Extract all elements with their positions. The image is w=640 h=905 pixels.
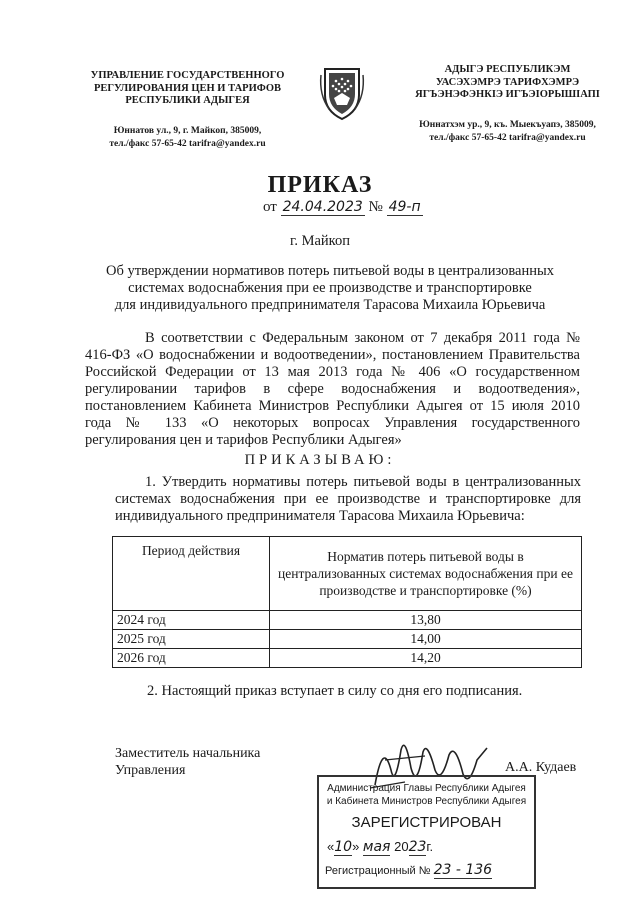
subject-line-2: системах водоснабжения при ее производстве и транспортировке: [128, 280, 532, 296]
stamp-reg-label: Регистрационный №: [325, 865, 431, 877]
cell-value: 14,20: [270, 649, 582, 668]
table-header-row: [113, 537, 582, 611]
table-row: [113, 649, 582, 668]
city: г. Майкоп: [290, 233, 350, 249]
preamble-text: В соответствии с Федеральным законом от 7 декабря 2011 года № 416-ФЗ «О водоснабжении и водоотведении», постановлением Правительства Российской Федерации от 13 мая 2013 года № 406 «О государственном регулировании тарифов в сфере водоснабжения и водоотведения», постановлением Кабинета Министров Республики Адыгея от 15 июля 2010 года № 133 «О некоторых вопросах Управления государственного регулирования цен и тарифов Республики Адыгея»: [85, 330, 580, 448]
address-ru: Юннатов ул., 9, г. Майкоп, 385009,: [113, 125, 262, 136]
header-left: [70, 70, 305, 151]
orders-word: ПРИКАЗЫВАЮ:: [244, 452, 396, 468]
order-number: 49-п: [388, 199, 421, 215]
stamp-year-suffix: 23: [408, 839, 427, 855]
address-ady: Юннатхэм ур., 9, къ. Мыекъуапэ, 385009,: [419, 119, 596, 130]
column-header-norm: Норматив потерь питьевой воды в централизованных системах водоснабжения при ее производстве и транспортировке (%): [270, 537, 582, 611]
org-name-ady-line-3: ЯГЪЭНЭФЭНКIЭ ИГЪЭIОРЫШIАПI: [415, 89, 600, 100]
stamp-year-prefix: 20: [394, 839, 409, 854]
cell-value: 13,80: [270, 611, 582, 630]
cell-period: 2024 год: [113, 611, 270, 630]
stamp-date: «10» мая 2023г.: [327, 839, 434, 855]
stamp-line-2: и Кабинета Министров Республики Адыгея: [326, 796, 527, 807]
item-1: [115, 474, 581, 525]
signer-position: [115, 745, 260, 779]
stamp-reg-number: [325, 862, 534, 879]
signer-position-line-1: Заместитель начальника: [115, 746, 261, 761]
document-title: ПРИКАЗ: [267, 172, 373, 198]
header-right: [395, 64, 620, 145]
org-name-ru-line-3: РЕСПУБЛИКИ АДЫГЕЯ: [125, 95, 250, 106]
stamp-day: 10: [334, 839, 353, 855]
contacts-ady: тел./факс 57-65-42 tarifra@yandex.ru: [429, 132, 586, 143]
stamp-line-1: Администрация Главы Республики Адыгея: [327, 783, 526, 794]
registration-stamp: [317, 775, 536, 889]
order-dateline: [263, 199, 423, 216]
number-label: №: [368, 199, 383, 215]
stamp-month: мая: [362, 839, 391, 855]
item-1-text: 1. Утвердить нормативы потерь питьевой воды в централизованных системах водоснабжения при ее производстве и транспортировке для индивидуального предпринимателя Тарасова Михаила Юрьевича:: [115, 474, 581, 524]
column-header-period: Период действия: [113, 537, 270, 611]
subject-line-3: для индивидуального предпринимателя Тарасова Михаила Юрьевича: [114, 297, 546, 313]
stamp-registered: ЗАРЕГИСТРИРОВАН: [351, 814, 502, 831]
signer-name: А.А. Кудаев: [505, 760, 577, 775]
stamp-year-unit: г.: [426, 839, 434, 854]
subject-line-1: Об утверждении нормативов потерь питьевой воды в централизованных: [106, 263, 554, 279]
stamp-reg-value: 23 - 136: [433, 862, 493, 878]
cell-period: 2026 год: [113, 649, 270, 668]
cell-value: 14,00: [270, 630, 582, 649]
preamble: [85, 330, 580, 449]
table-row: [113, 630, 582, 649]
table-row: [113, 611, 582, 630]
order-subject: [100, 263, 560, 314]
date-prefix: от: [263, 199, 277, 215]
norms-table: [112, 536, 582, 668]
org-name-ady-line-2: УАСЭХЭМРЭ ТАРИФХЭМРЭ: [435, 76, 580, 88]
signer-position-line-2: Управления: [115, 763, 186, 778]
cell-period: 2025 год: [113, 630, 270, 649]
item-2: 2. Настоящий приказ вступает в силу со дня его подписания.: [147, 683, 523, 699]
coat-of-arms-icon: [317, 65, 367, 121]
contacts-ru: тел./факс 57-65-42 tarifra@yandex.ru: [109, 138, 266, 149]
order-date: 24.04.2023: [282, 199, 363, 215]
org-name-ady-line-1: АДЫГЭ РЕСПУБЛИКЭМ: [444, 64, 571, 75]
org-name-ru-line-1: УПРАВЛЕНИЕ ГОСУДАРСТВЕННОГО: [90, 70, 285, 81]
org-name-ru-line-2: РЕГУЛИРОВАНИЯ ЦЕН И ТАРИФОВ: [93, 82, 282, 94]
